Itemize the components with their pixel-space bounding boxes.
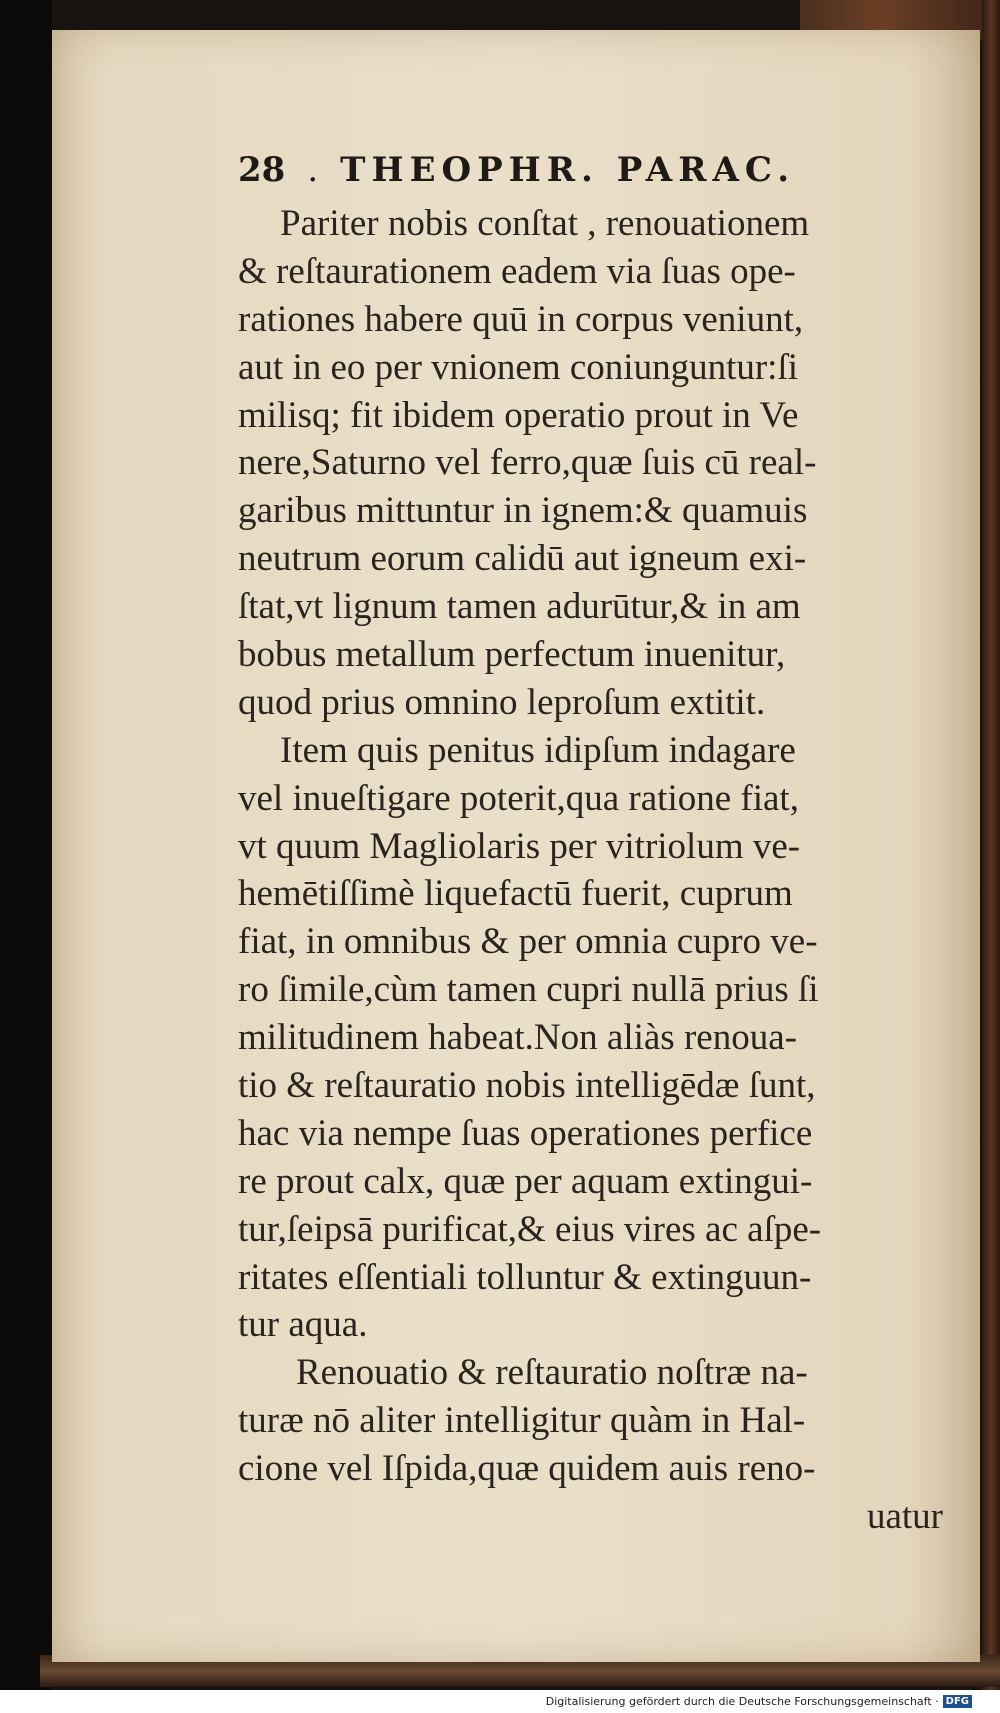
text-line: vt quum Magliolaris per vitriolum ve- bbox=[238, 825, 801, 867]
text-line: aut in eo per vnionem coniunguntur:ſi bbox=[238, 346, 799, 388]
text-line: Pariter nobis conſtat , renouationem bbox=[280, 203, 810, 244]
text-line: militudinem habeat.Non aliàs renoua- bbox=[238, 1017, 797, 1059]
text-line: hac via nempe ſuas operationes perfice bbox=[238, 1112, 813, 1154]
body-text bbox=[238, 200, 943, 1541]
text-line: neutrum eorum calidū aut igneum exi- bbox=[238, 538, 807, 580]
text-line: bobus metallum perfectum inuenitur, bbox=[238, 634, 786, 676]
text-line: hemētiſſimè liquefactū fuerit, cuprum bbox=[238, 873, 793, 915]
text-line: quod prius omnino leproſum extitit. bbox=[238, 681, 766, 723]
text-line: ritates eſſentiali tolluntur & extinguun- bbox=[238, 1256, 812, 1298]
text-line: & reſtaurationem eadem via ſuas ope- bbox=[238, 250, 796, 292]
text-line: milisq; fit ibidem operatio prout in Ve bbox=[238, 394, 799, 436]
running-head-separator: . bbox=[307, 150, 319, 190]
text-line: re prout calx, quæ per aquam extingui- bbox=[238, 1160, 813, 1202]
text-line: rationes habere quū in corpus veniunt, bbox=[238, 298, 804, 340]
text-line: ſtat,vt lignum tamen adurūtur,& in am bbox=[238, 586, 801, 628]
text-line: ro ſimile,cùm tamen cupri nullā prius ſi bbox=[238, 969, 819, 1011]
text-line: nere,Saturno vel ferro,quæ ſuis cū real- bbox=[238, 442, 817, 484]
text-line: cione vel Iſpida,quæ quidem auis reno- bbox=[238, 1448, 816, 1490]
text-line: garibus mittuntur in ignem:& quamuis bbox=[238, 490, 808, 532]
text-line: tur,ſeipsā purificat,& eius vires ac aſpe- bbox=[238, 1208, 822, 1250]
dfg-logo-icon: DFG bbox=[943, 1695, 972, 1708]
text-line: fiat, in omnibus & per omnia cupro ve- bbox=[238, 921, 818, 963]
text-line: Renouatio & reſtauratio noſtræ na- bbox=[296, 1352, 808, 1394]
text-line: turæ nō aliter intelligitur quàm in Hal- bbox=[238, 1400, 806, 1442]
footer-credit: Digitalisierung gefördert durch die Deutsche Forschungsgemeinschaft · bbox=[545, 1695, 939, 1708]
book-cover-edge-right bbox=[982, 0, 1000, 1690]
text-line: vel inueſtigare poterit,qua ratione fiat, bbox=[238, 777, 799, 819]
text-line: tio & reſtauratio nobis intelligēdæ ſunt, bbox=[238, 1065, 816, 1107]
digitization-footer bbox=[0, 1690, 1000, 1713]
scan-background-left bbox=[0, 0, 52, 1713]
text-line: Item quis penitus idipſum indagare bbox=[280, 729, 796, 771]
running-head-title: THEOPHR. PARAC. bbox=[340, 150, 796, 190]
text-line: tur aqua. bbox=[238, 1304, 368, 1346]
running-head bbox=[238, 150, 828, 190]
text-line: uatur bbox=[866, 1496, 943, 1538]
page-number: 28 bbox=[238, 150, 286, 190]
